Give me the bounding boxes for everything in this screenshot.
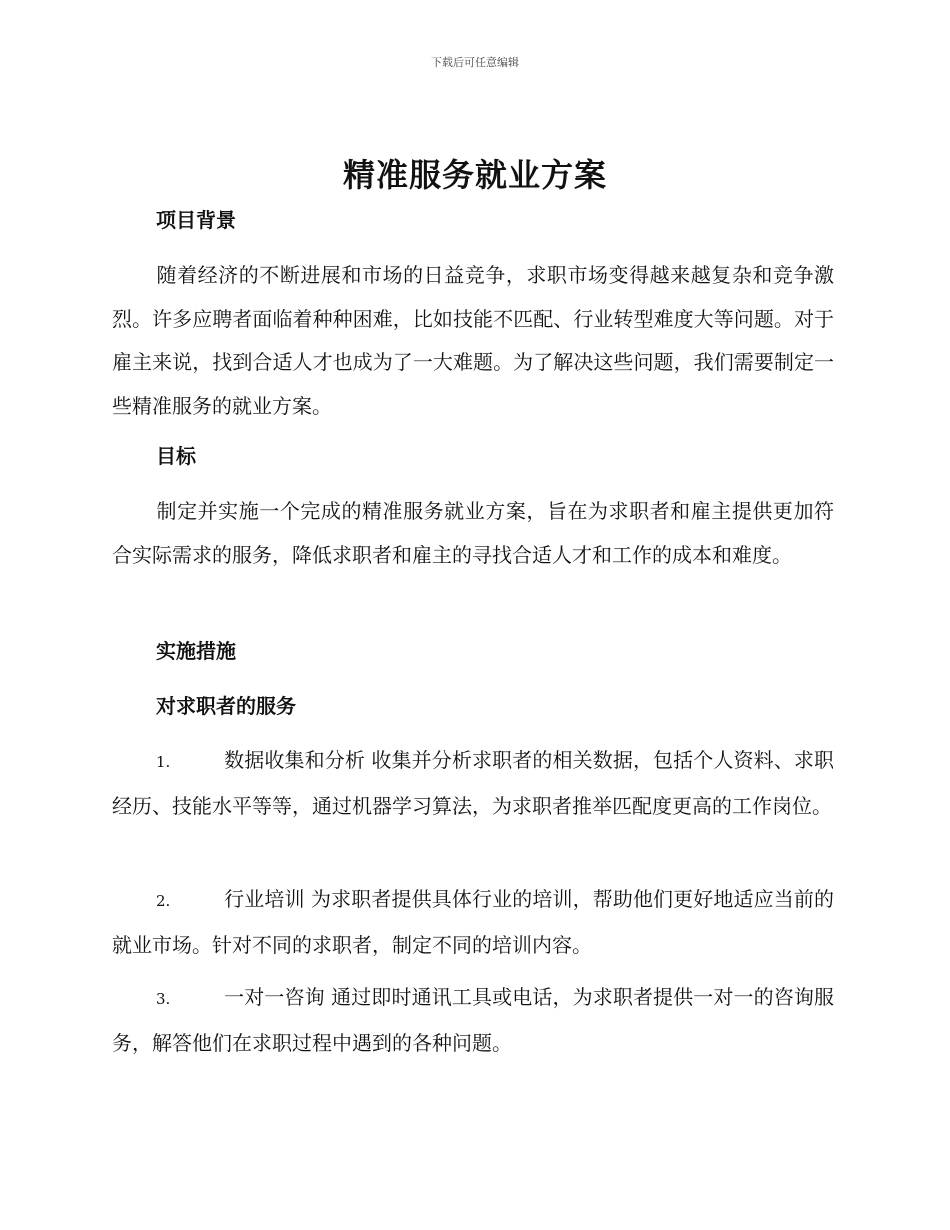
header-note: 下载后可任意编辑 bbox=[431, 56, 519, 69]
paragraph-goal-text: 制定并实施一个完成的精准服务就业方案，旨在为求职者和雇主提供更加符合实际需求的服务，降低求职者和雇主的寻找合适人才和工作的成本和难度。 bbox=[112, 499, 834, 567]
document-title: 精准服务就业方案 bbox=[342, 156, 607, 194]
list-item bbox=[112, 976, 834, 1065]
list-item bbox=[112, 878, 834, 967]
list-item-text: 数据收集和分析 收集并分析求职者的相关数据，包括个人资料、求职经历、技能水平等等，通过机器学习算法，为求职者推举匹配度更高的工作岗位。 bbox=[112, 748, 834, 818]
list-item-number: 2. bbox=[156, 892, 171, 910]
list-item-number: 3. bbox=[156, 990, 171, 1008]
paragraph-background-text: 随着经济的不断进展和市场的日益竞争，求职市场变得越来越复杂和竞争激烈。许多应聘者面临着种种困难，比如技能不匹配、行业转型难度大等问题。对于雇主来说，找到合适人才也成为了一大难题。为了解决这些问题，我们需要制定一些精准服务的就业方案。 bbox=[112, 263, 834, 418]
list-item-number: 1. bbox=[156, 753, 171, 771]
paragraph-background bbox=[112, 254, 834, 428]
list-item-text: 行业培训 为求职者提供具体行业的培训，帮助他们更好地适应当前的就业市场。针对不同的求职者，制定不同的培训内容。 bbox=[112, 887, 834, 957]
paragraph-goal bbox=[112, 490, 834, 577]
list-item bbox=[112, 739, 834, 828]
heading-background: 项目背景 bbox=[156, 208, 236, 232]
heading-goal: 目标 bbox=[156, 444, 196, 468]
heading-seeker-services: 对求职者的服务 bbox=[156, 694, 296, 718]
heading-measures: 实施措施 bbox=[156, 639, 236, 663]
list-item-text: 一对一咨询 通过即时通讯工具或电话，为求职者提供一对一的咨询服务，解答他们在求职过程中遇到的各种问题。 bbox=[112, 985, 834, 1055]
